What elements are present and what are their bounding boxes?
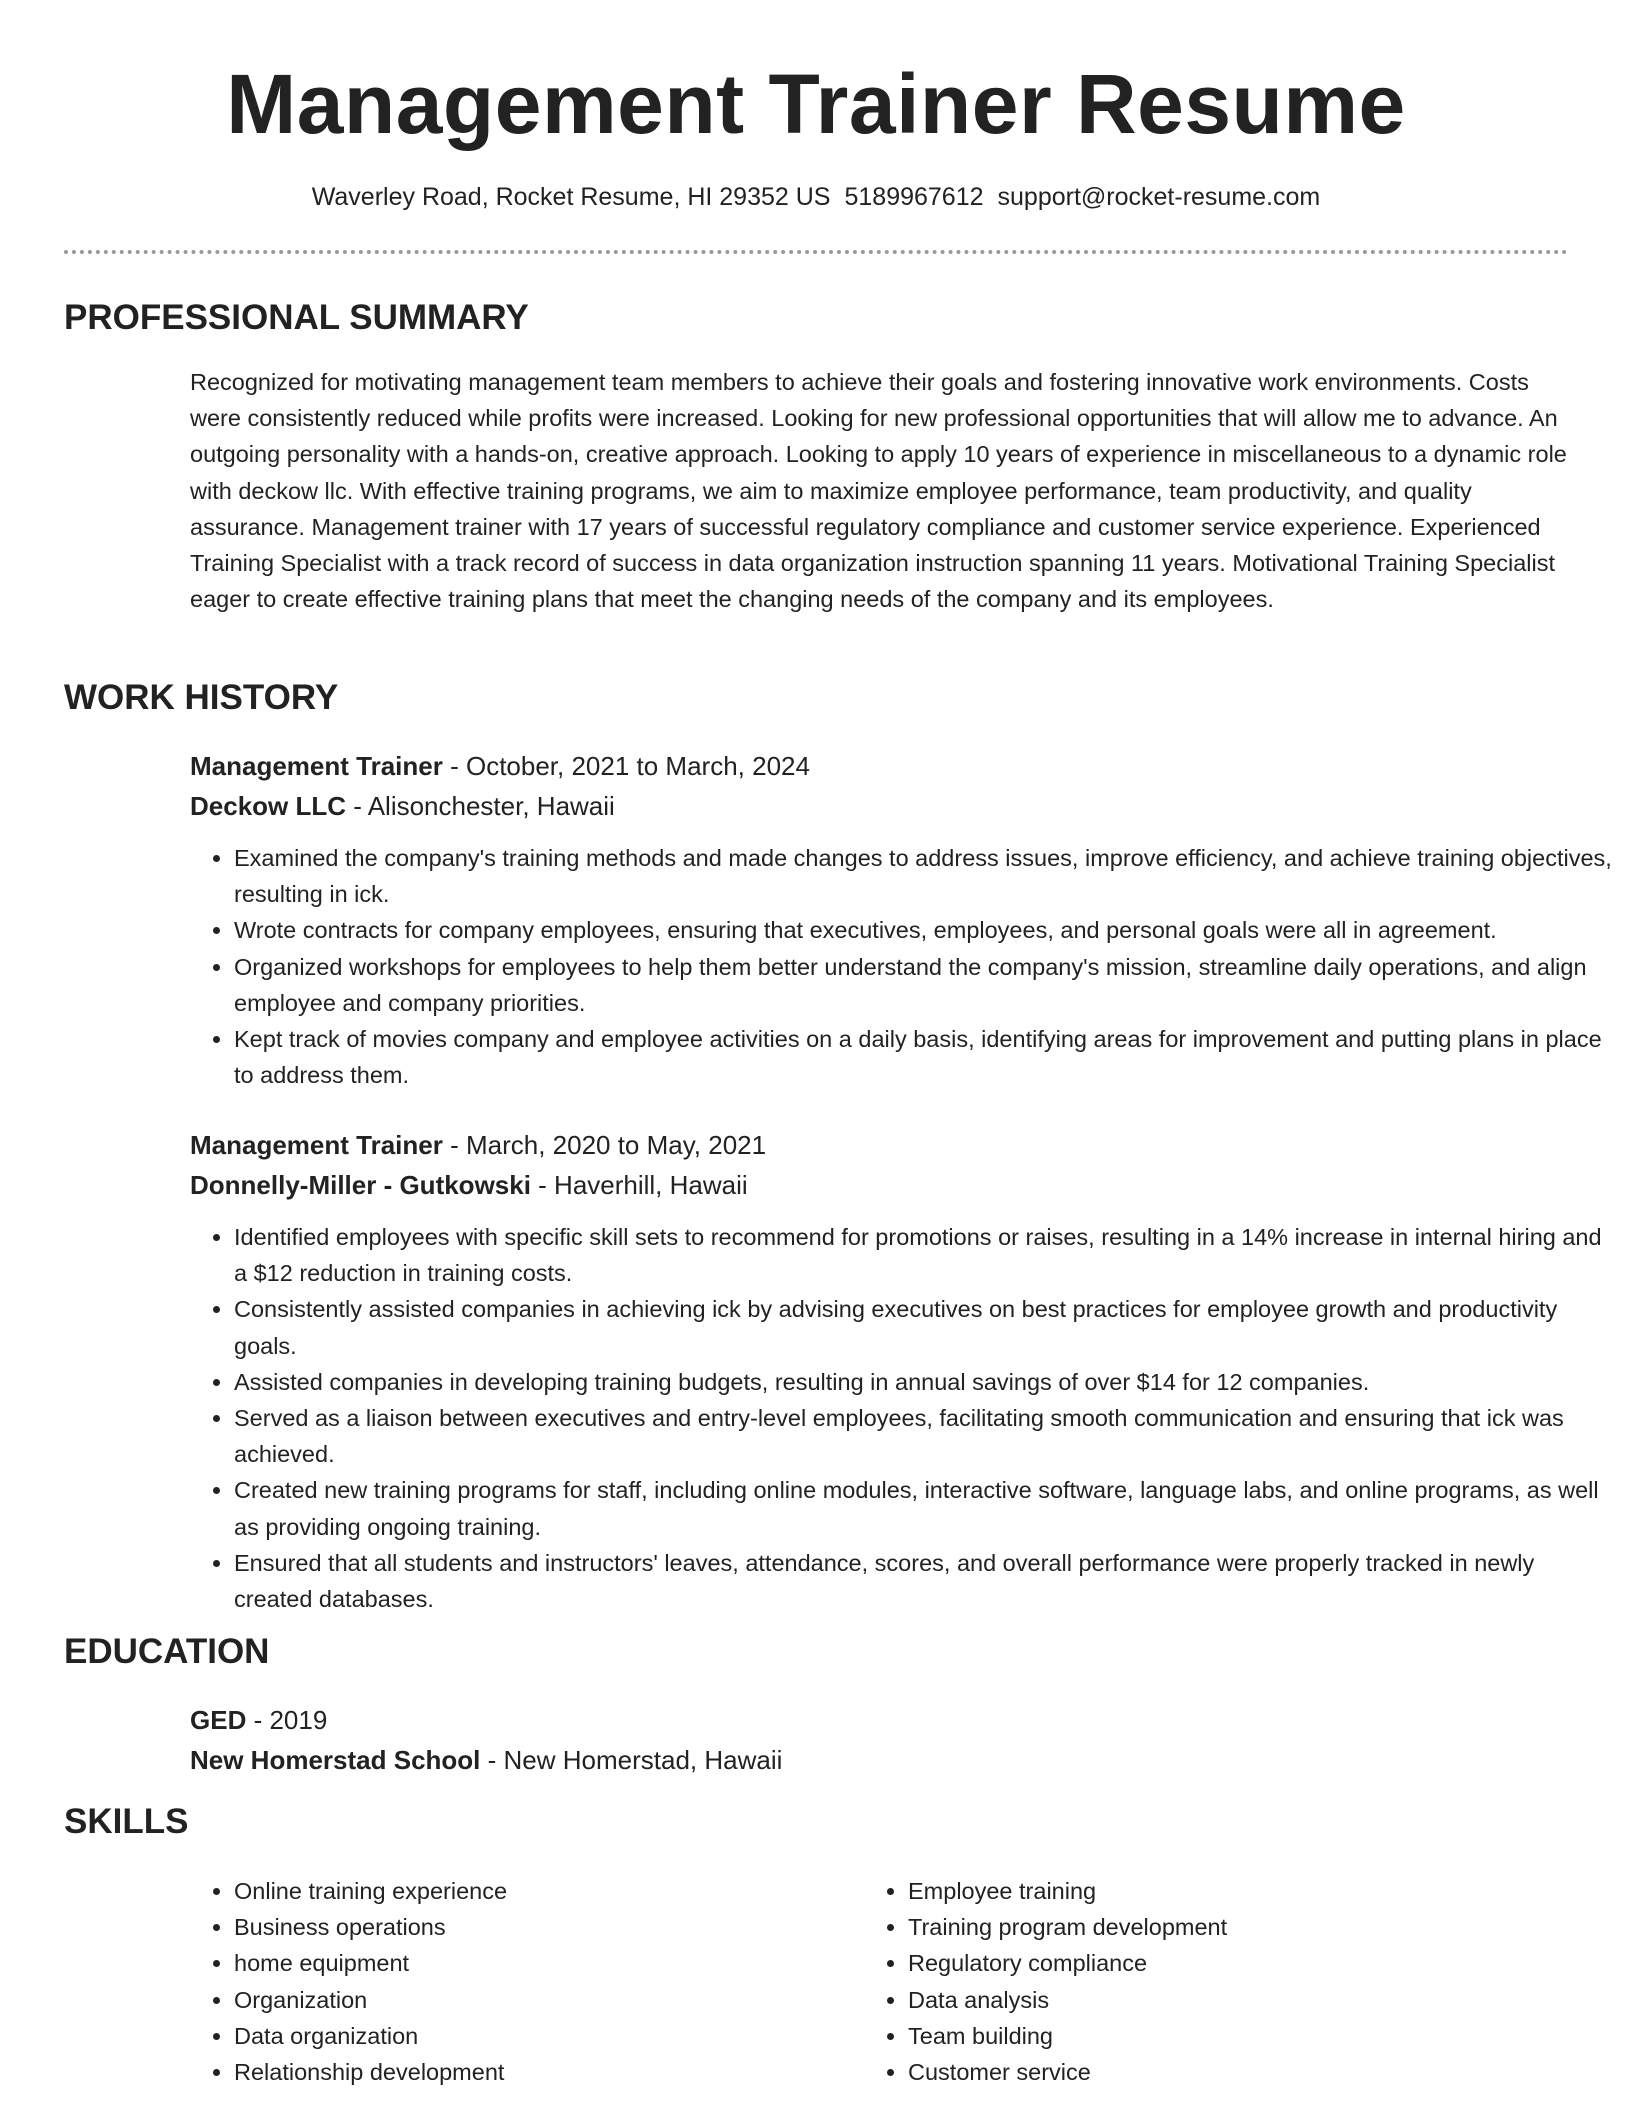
skill-item: • Regulatory compliance	[908, 1945, 1528, 1981]
section-title-skills: SKILLS	[64, 1802, 189, 1841]
job-2-company: Donnelly-Miller - Gutkowski	[190, 1170, 531, 1200]
list-item: • Wrote contracts for company employees, ensuring that executives, employees, and personal goals were all in agreement.	[234, 912, 1614, 948]
list-item: • Organized workshops for employees to help them better understand the company's mission, streamline daily operations, and align employee and company priorities.	[234, 949, 1614, 1021]
job-1-title-line	[190, 748, 810, 784]
job-2-dates: - March, 2020 to May, 2021	[442, 1130, 767, 1160]
education-degree: GED	[190, 1705, 247, 1735]
job-1-location: - Alisonchester, Hawaii	[346, 791, 615, 821]
education-school-line	[190, 1742, 782, 1778]
skill-item: • Training program development	[908, 1909, 1528, 1945]
summary-text: Recognized for motivating management team members to achieve their goals and fostering innovative work environments. Costs were consistently reduced while profits were increased. Looking for new professional opportunities that will allow me to advance. An outgoing personality with a hands-on, creative approach. Looking to apply 10 years of experience in miscellaneous to a dynamic role with deckow llc. With effective training programs, we aim to maximize employee performance, team productivity, and quality assurance. Management trainer with 17 years of successful regulatory compliance and customer service experience. Experienced Training Specialist with a track record of success in data organization instruction spanning 11 years. Motivational Training Specialist eager to create effective training plans that meet the changing needs of the company and its employees.	[190, 369, 1567, 613]
job-2-company-line	[190, 1167, 748, 1203]
contact-email: support@rocket-resume.com	[997, 183, 1321, 211]
header-divider	[64, 250, 1568, 254]
skill-item: • Team building	[908, 2018, 1528, 2054]
job-1-company: Deckow LLC	[190, 791, 347, 821]
skill-item: • Relationship development	[234, 2054, 854, 2090]
job-2-title-line	[190, 1127, 766, 1163]
job-1-dates: - October, 2021 to March, 2024	[442, 751, 810, 781]
contact-phone: 5189967612	[844, 183, 984, 211]
education-degree-line	[190, 1702, 327, 1738]
list-item: • Kept track of movies company and employee activities on a daily basis, identifying areas for improvement and putting plans in place to address them.	[234, 1021, 1614, 1093]
section-title-education: EDUCATION	[64, 1632, 270, 1671]
job-1-bullets	[190, 840, 1614, 1093]
skill-item: • Customer service	[908, 2054, 1528, 2090]
resume-title: Management Trainer Resume	[226, 57, 1406, 151]
list-item: • Served as a liaison between executives and entry-level employees, facilitating smooth communication and ensuring that ick was achieved.	[234, 1400, 1614, 1472]
list-item: • Identified employees with specific skill sets to recommend for promotions or raises, resulting in a 14% increase in internal hiring and a $12 reduction in training costs.	[234, 1219, 1614, 1291]
job-1-company-line	[190, 788, 615, 824]
list-item: • Examined the company's training methods and made changes to address issues, improve efficiency, and achieve training objectives, resulting in ick.	[234, 840, 1614, 912]
job-1-role: Management Trainer	[190, 751, 443, 781]
job-2-location: - Haverhill, Hawaii	[530, 1170, 748, 1200]
skill-item: • Data organization	[234, 2018, 854, 2054]
skills-list-right	[864, 1873, 1528, 2090]
education-school: New Homerstad School	[190, 1745, 481, 1775]
skill-item: • Business operations	[234, 1909, 854, 1945]
job-2-bullets	[190, 1219, 1614, 1617]
skill-item: • home equipment	[234, 1945, 854, 1981]
list-item: • Assisted companies in developing training budgets, resulting in annual savings of over $14 for 12 companies.	[234, 1364, 1614, 1400]
section-title-work-history: WORK HISTORY	[64, 678, 339, 717]
contact-line	[0, 180, 1632, 214]
skills-list-left	[190, 1873, 854, 2090]
job-2-role: Management Trainer	[190, 1130, 443, 1160]
skill-item: • Data analysis	[908, 1982, 1528, 2018]
education-year: - 2019	[246, 1705, 328, 1735]
list-item: • Consistently assisted companies in achieving ick by advising executives on best practices for employee growth and productivity goals.	[234, 1291, 1614, 1363]
skill-item: • Employee training	[908, 1873, 1528, 1909]
contact-address: Waverley Road, Rocket Resume, HI 29352 US	[311, 183, 831, 211]
list-item: • Ensured that all students and instructors' leaves, attendance, scores, and overall performance were properly tracked in newly created databases.	[234, 1545, 1614, 1617]
list-item: • Created new training programs for staff, including online modules, interactive software, language labs, and online programs, as well as providing ongoing training.	[234, 1472, 1614, 1544]
skill-item: • Online training experience	[234, 1873, 854, 1909]
section-title-summary: PROFESSIONAL SUMMARY	[64, 298, 529, 337]
skill-item: • Organization	[234, 1982, 854, 2018]
education-location: - New Homerstad, Hawaii	[480, 1745, 783, 1775]
